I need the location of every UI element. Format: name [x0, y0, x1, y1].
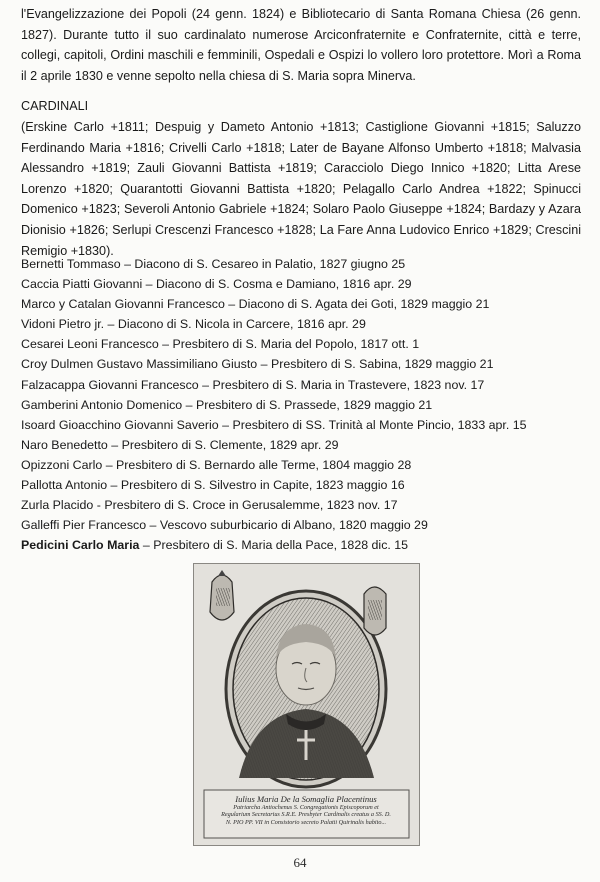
- list-item: Marco y Catalan Giovanni Francesco – Diacono di S. Agata dei Goti, 1829 maggio 21: [21, 297, 490, 312]
- list-item: Naro Benedetto – Presbitero di S. Clemente, 1829 apr. 29: [21, 437, 339, 452]
- list-item: Gamberini Antonio Domenico – Presbitero di S. Prassede, 1829 maggio 21: [21, 397, 433, 412]
- list-item: Croy Dulmen Gustavo Massimiliano Giusto – Presbitero di S. Sabina, 1829 maggio 21: [21, 357, 494, 372]
- list-item: Isoard Gioacchino Giovanni Saverio – Presbitero di SS. Trinità al Monte Pincio, 1833 apr. 15: [21, 417, 527, 432]
- list-item: Galleffi Pier Francesco – Vescovo suburbicario di Albano, 1820 maggio 29: [21, 518, 428, 533]
- section-heading: CARDINALI: [21, 99, 89, 113]
- portrait-engraving: [193, 563, 420, 846]
- coat-of-arms-right-icon: [364, 587, 386, 635]
- list-item: Cesarei Leoni Francesco – Presbitero di S. Maria del Popolo, 1817 ott. 1: [21, 337, 420, 352]
- list-item: Bernetti Tommaso – Diacono di S. Cesareo in Palatio, 1827 giugno 25: [21, 257, 406, 271]
- intro-paragraph: l'Evangelizzazione dei Popoli (24 genn. 1824) e Bibliotecario di Santa Romana Chiesa (26 genn. 1827). Durante tutto il suo cardinalato numerose Arciconfraternite e Confraternite, città e terre, collegi, capitoli, Ordini maschili e femminili, Ospedali e Ospizi lo vollero loro protettore. Morì a Roma il 2 aprile 1830 e venne sepolto nella chiesa di S. Maria sopra Minerva.: [21, 7, 581, 83]
- page-number: 64: [293, 855, 307, 870]
- list-item: Opizzoni Carlo – Presbitero di S. Bernardo alle Terme, 1804 maggio 28: [21, 457, 412, 472]
- caption-line: N. PIO PP. VII in Consistorio secreto Palatii Quirinalis habito...: [225, 818, 387, 826]
- list-item: Falzacappa Giovanni Francesco – Presbitero di S. Maria in Trastevere, 1823 nov. 17: [21, 377, 485, 392]
- entry-role: – Presbitero di S. Maria della Pace, 1828 dic. 15: [139, 538, 409, 553]
- list-item: Caccia Piatti Giovanni – Diacono di S. Cosma e Damiano, 1816 apr. 29: [21, 277, 412, 292]
- caption-line: Patriarcha Antiochenus S. Congregationis Episcoporum et: [233, 804, 379, 811]
- caption-line: Regularium Secretarius S.R.E. Presbyter Cardinalis creatus a SS. D.: [221, 811, 391, 819]
- list-item: Pallotta Antonio – Presbitero di S. Silvestro in Capite, 1823 maggio 16: [21, 478, 405, 493]
- cardinal-list-paragraph: (Erskine Carlo +1811; Despuig y Dameto Antonio +1813; Castiglione Giovanni +1815; Saluzzo Ferdinando Maria +1816; Crivelli Carlo +1818; Later de Bayane Alfonso Umberto +1818; Malvasia Alessandro +1819; Zauli Giovanni Battista +1819; Caracciolo Diego Innico +1820; Litta Arese Lorenzo +1820; Quarantotti Giovanni Battista +1820; Pelagallo Carlo Andrea +1822; Spinucci Domenico +1823; Severoli Antonio Gabriele +1824; Solaro Paolo Giuseppe +1824; Bardazy y Azara Dionisio +1826; Serlupi Crescenzi Francesco +1828; La Fare Anna Ludovico Enrico +1829; Crescini Remigio +1830).: [21, 120, 581, 258]
- list-item: Vidoni Pietro jr. – Diacono di S. Nicola in Carcere, 1816 apr. 29: [21, 317, 366, 332]
- entry-name-bold: Pedicini Carlo Maria: [21, 538, 140, 553]
- list-item: Zurla Placido - Presbitero di S. Croce in Gerusalemme, 1823 nov. 17: [21, 498, 398, 513]
- portrait-caption: [206, 794, 406, 826]
- title-entries-list: [21, 254, 527, 555]
- bold-list-item: [21, 535, 527, 555]
- caption-line: Iulius Maria De la Somaglia Placentinus: [235, 794, 377, 804]
